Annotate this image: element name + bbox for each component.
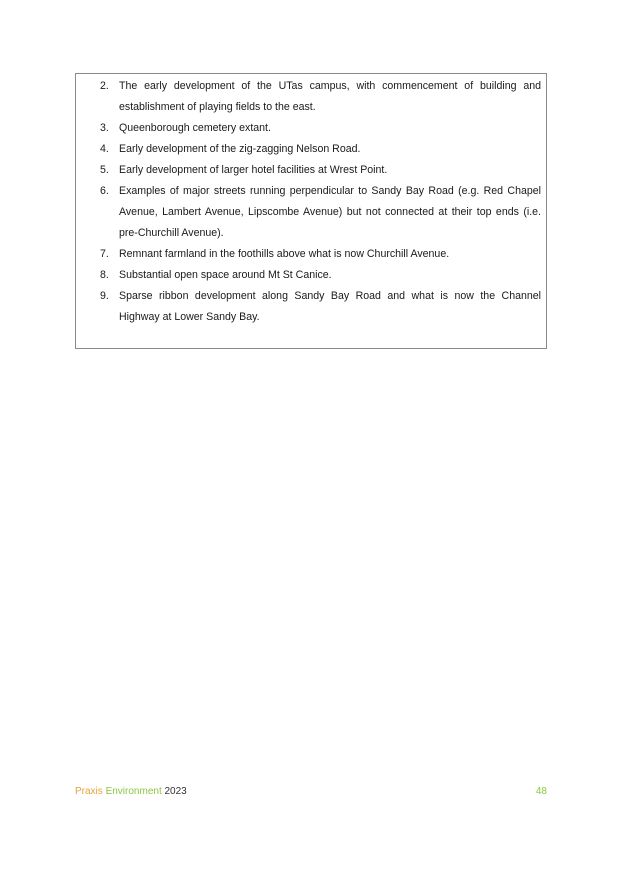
list-item-number: 6. (100, 185, 109, 197)
list-item (76, 286, 546, 328)
footer-brand-praxis: Praxis (75, 786, 103, 797)
list-item-text: Examples of major streets running perpendicular to Sandy Bay Road (e.g. Red Chapel Avenue, Lambert Avenue, Lipscombe Avenue) but not connected at their top ends (i.e. pre-Churchill Avenue). (119, 185, 541, 239)
list-item-text: Sparse ribbon development along Sandy Bay Road and what is now the Channel Highway at Lower Sandy Bay. (119, 290, 541, 323)
list-item (76, 118, 546, 139)
list-item-text: Early development of larger hotel facilities at Wrest Point. (119, 164, 388, 176)
list-item-number: 2. (100, 80, 109, 92)
list-item-number: 7. (100, 248, 109, 260)
list-item-number: 5. (100, 164, 109, 176)
list-item-text: Substantial open space around Mt St Canice. (119, 269, 332, 281)
list-item (76, 244, 546, 265)
content-box (75, 73, 547, 349)
list-item (76, 265, 546, 286)
footer-brand (75, 786, 187, 797)
numbered-list (76, 76, 546, 328)
list-item-text: Early development of the zig-zagging Nelson Road. (119, 143, 361, 155)
list-item (76, 181, 546, 244)
list-item-number: 9. (100, 290, 109, 302)
list-item-number: 8. (100, 269, 109, 281)
page-number: 48 (535, 786, 547, 797)
list-item (76, 76, 546, 118)
list-item-text: The early development of the UTas campus, with commencement of building and establishment of playing fields to the east. (119, 80, 541, 113)
footer-year: 2023 (164, 786, 187, 797)
list-item (76, 139, 546, 160)
list-item-number: 3. (100, 122, 109, 134)
list-item-text: Remnant farmland in the foothills above what is now Churchill Avenue. (119, 248, 450, 260)
list-item (76, 160, 546, 181)
list-item-number: 4. (100, 143, 109, 155)
footer-brand-environment: Environment (105, 786, 162, 797)
list-item-text: Queenborough cemetery extant. (119, 122, 271, 134)
